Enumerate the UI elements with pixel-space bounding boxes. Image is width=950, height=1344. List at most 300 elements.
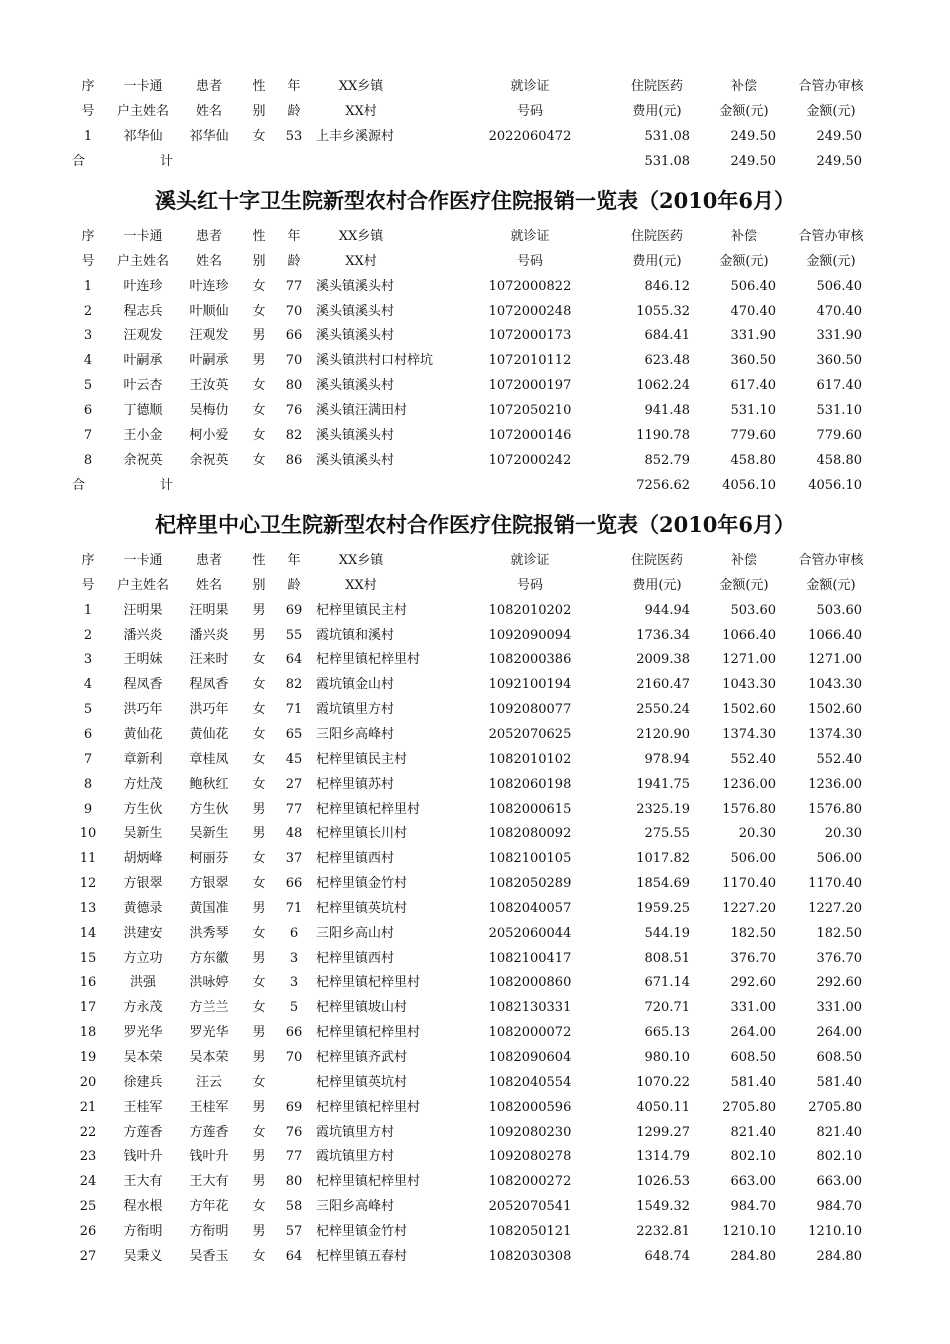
- table-row: [0, 971, 950, 995]
- compensation-cell: 821.40: [730, 1124, 776, 1140]
- header-town: XX乡镇: [338, 79, 384, 94]
- table-row: [0, 424, 950, 448]
- householder-cell: 程凤香: [123, 677, 163, 693]
- cost-cell: 671.14: [644, 975, 690, 991]
- cost-cell: 978.94: [644, 751, 690, 767]
- certificate-cell: 1082040554: [488, 1074, 572, 1090]
- cost-cell: 1070.22: [636, 1074, 690, 1090]
- householder-cell: 钱叶升: [123, 1149, 163, 1165]
- householder-cell: 程水根: [123, 1199, 163, 1215]
- audited-amount-cell: 331.00: [816, 1000, 862, 1016]
- age-cell: 66: [285, 328, 303, 344]
- village-cell: 杞梓里镇民主村: [316, 751, 408, 767]
- sex-cell: 女: [252, 851, 266, 867]
- header-cert: 就诊证: [510, 229, 550, 244]
- header-seq: 序: [81, 229, 95, 244]
- table-row: [0, 624, 950, 648]
- table-row: [0, 1071, 950, 1095]
- compensation-cell: 284.80: [730, 1248, 776, 1264]
- compensation-cell: 1210.10: [722, 1223, 776, 1239]
- header-seq: 序: [81, 553, 95, 568]
- header-comp: 金额(元): [719, 577, 769, 593]
- seq-cell: 9: [83, 801, 93, 817]
- compensation-cell: 552.40: [730, 751, 776, 767]
- seq-cell: 15: [79, 950, 97, 966]
- compensation-cell: 608.50: [730, 1050, 776, 1065]
- patient-cell: 方东徽: [189, 950, 229, 966]
- header-age: 年: [287, 553, 301, 568]
- householder-cell: 丁德顺: [123, 402, 163, 418]
- age-cell: 71: [285, 900, 303, 916]
- sex-cell: 男: [252, 1223, 266, 1239]
- table-row: [0, 922, 950, 946]
- table-row: [0, 374, 950, 398]
- village-cell: 霞坑镇里方村: [316, 702, 395, 718]
- seq-cell: 21: [79, 1099, 97, 1115]
- audited-amount-cell: 1374.30: [808, 726, 862, 742]
- header-audit: 金额(元): [806, 253, 856, 269]
- village-cell: 杞梓里镇英坑村: [316, 1074, 408, 1090]
- patient-cell: 王汝英: [189, 378, 229, 394]
- age-cell: 66: [285, 876, 303, 892]
- age-cell: 86: [285, 452, 303, 468]
- cost-cell: 2232.81: [636, 1223, 690, 1239]
- certificate-cell: 1082000615: [488, 801, 572, 817]
- seq-cell: 6: [83, 726, 93, 742]
- header-cost: 住院医药: [630, 229, 683, 244]
- householder-cell: 洪建安: [123, 925, 163, 941]
- age-cell: 58: [285, 1199, 303, 1215]
- patient-cell: 叶嗣承: [189, 353, 229, 369]
- table-header-row: [0, 100, 950, 124]
- certificate-cell: 1092080077: [488, 702, 572, 718]
- audited-amount-cell: 779.60: [816, 427, 862, 443]
- header-sex: 别: [252, 577, 266, 593]
- village-cell: 三阳乡高峰村: [316, 726, 395, 742]
- age-cell: 76: [285, 402, 303, 418]
- householder-cell: 胡炳峰: [123, 851, 163, 867]
- cost-cell: 2325.19: [636, 801, 690, 817]
- header-patient: 姓名: [195, 253, 222, 269]
- cost-cell: 941.48: [644, 402, 690, 418]
- householder-cell: 徐建兵: [123, 1074, 163, 1090]
- header-seq: 号: [81, 103, 95, 119]
- table-row: [0, 125, 950, 149]
- certificate-cell: 1082080092: [488, 826, 572, 842]
- audited-amount-cell: 552.40: [816, 751, 862, 767]
- compensation-cell: 1271.00: [722, 652, 776, 668]
- compensation-cell: 1043.30: [722, 677, 776, 693]
- sex-cell: 男: [252, 1050, 266, 1065]
- certificate-cell: 2022060472: [488, 128, 572, 144]
- audited-amount-cell: 608.50: [816, 1050, 862, 1065]
- age-cell: 6: [289, 925, 299, 941]
- section-title: 溪头红十字卫生院新型农村合作医疗住院报销一览表（2010年6月）: [154, 188, 796, 213]
- compensation-cell: 1227.20: [722, 900, 776, 916]
- patient-cell: 黄仙花: [189, 726, 229, 742]
- table-row: [0, 399, 950, 423]
- householder-cell: 王明妹: [123, 652, 163, 668]
- audited-amount-cell: 470.40: [816, 303, 862, 319]
- sex-cell: 女: [252, 128, 266, 144]
- total-compensation: 249.50: [730, 153, 776, 169]
- age-cell: 3: [289, 950, 299, 966]
- total-label-he: 合: [72, 477, 86, 493]
- header-card: 户主姓名: [116, 253, 169, 269]
- seq-cell: 1: [83, 602, 93, 618]
- total-label-ji: 计: [160, 153, 174, 169]
- header-cost: 费用(元): [632, 103, 682, 119]
- audited-amount-cell: 376.70: [816, 950, 862, 966]
- patient-cell: 汪观发: [189, 328, 229, 344]
- header-age: 龄: [287, 103, 301, 119]
- patient-cell: 汪来时: [189, 652, 229, 668]
- audited-amount-cell: 802.10: [816, 1149, 862, 1165]
- audited-amount-cell: 249.50: [816, 128, 862, 144]
- audited-amount-cell: 617.40: [816, 378, 862, 394]
- table-header-row: [0, 549, 950, 573]
- certificate-cell: 1082000272: [488, 1174, 572, 1190]
- header-cert: 就诊证: [510, 79, 550, 94]
- sex-cell: 女: [252, 925, 266, 941]
- age-cell: 66: [285, 1025, 303, 1041]
- age-cell: 69: [285, 602, 303, 618]
- village-cell: 溪头镇溪头村: [316, 303, 395, 319]
- compensation-cell: 1576.80: [722, 801, 776, 817]
- header-cert: 号码: [516, 253, 543, 269]
- age-cell: 70: [285, 353, 303, 369]
- audited-amount-cell: 531.10: [816, 402, 862, 418]
- householder-cell: 方永茂: [123, 1000, 163, 1016]
- sex-cell: 男: [252, 1149, 266, 1165]
- header-cost: 住院医药: [630, 79, 683, 94]
- seq-cell: 4: [83, 353, 93, 369]
- sex-cell: 女: [252, 751, 266, 767]
- audited-amount-cell: 1043.30: [808, 677, 862, 693]
- audited-amount-cell: 1236.00: [808, 776, 862, 792]
- sex-cell: 女: [252, 1199, 266, 1215]
- header-patient: 姓名: [195, 103, 222, 119]
- certificate-cell: 1092090094: [488, 627, 572, 643]
- seq-cell: 5: [83, 378, 93, 394]
- village-cell: 杞梓里镇杞梓里村: [316, 1025, 421, 1041]
- header-audit: 合管办审核: [798, 229, 864, 244]
- sex-cell: 男: [252, 627, 266, 643]
- seq-cell: 4: [83, 677, 93, 693]
- cost-cell: 544.19: [644, 925, 690, 941]
- seq-cell: 22: [79, 1124, 97, 1140]
- cost-cell: 623.48: [644, 353, 690, 369]
- village-cell: 霞坑镇金山村: [316, 677, 395, 693]
- cost-cell: 275.55: [644, 826, 690, 842]
- compensation-cell: 1374.30: [722, 726, 776, 742]
- table-row: [0, 300, 950, 324]
- seq-cell: 20: [79, 1074, 97, 1090]
- certificate-cell: 1082060198: [488, 776, 572, 792]
- householder-cell: 黄仙花: [123, 726, 163, 742]
- householder-cell: 黄德录: [123, 900, 163, 916]
- householder-cell: 潘兴炎: [123, 627, 163, 643]
- cost-cell: 1941.75: [636, 776, 690, 792]
- cost-cell: 2120.90: [636, 726, 690, 742]
- table-row: [0, 1046, 950, 1070]
- header-patient: 姓名: [195, 577, 222, 593]
- patient-cell: 叶连珍: [189, 278, 229, 294]
- header-sex: 性: [252, 229, 266, 244]
- compensation-cell: 1236.00: [722, 776, 776, 792]
- header-seq: 号: [81, 577, 95, 593]
- seq-cell: 14: [79, 925, 97, 941]
- village-cell: 杞梓里镇杞梓里村: [316, 801, 421, 817]
- age-cell: 82: [285, 427, 303, 443]
- cost-cell: 648.74: [644, 1248, 690, 1264]
- householder-cell: 方银翠: [123, 876, 163, 892]
- village-cell: 杞梓里镇民主村: [316, 602, 408, 618]
- header-age: 龄: [287, 253, 301, 269]
- seq-cell: 13: [79, 900, 97, 916]
- table-row: [0, 798, 950, 822]
- householder-cell: 洪强: [129, 975, 156, 991]
- compensation-cell: 470.40: [730, 303, 776, 319]
- certificate-cell: 1082000072: [488, 1025, 572, 1041]
- cost-cell: 1026.53: [636, 1174, 690, 1190]
- total-cost: 7256.62: [636, 477, 690, 493]
- village-cell: 溪头镇洪村口村梓坑: [316, 353, 434, 369]
- audited-amount-cell: 1210.10: [808, 1223, 862, 1239]
- certificate-cell: 1072000242: [488, 452, 572, 468]
- table-row: [0, 1121, 950, 1145]
- table-row: [0, 872, 950, 896]
- seq-cell: 12: [79, 876, 97, 892]
- certificate-cell: 1082050121: [488, 1223, 572, 1239]
- sex-cell: 男: [252, 602, 266, 618]
- certificate-cell: 1082010102: [488, 751, 572, 767]
- certificate-cell: 1072050210: [488, 402, 572, 418]
- cost-cell: 1549.32: [636, 1199, 690, 1215]
- age-cell: 64: [285, 652, 303, 668]
- patient-cell: 余祝英: [189, 452, 229, 468]
- patient-cell: 方银翠: [189, 876, 229, 892]
- table-row: [0, 1021, 950, 1045]
- compensation-cell: 264.00: [730, 1025, 776, 1041]
- header-patient: 患者: [195, 229, 222, 244]
- table-row: [0, 1145, 950, 1169]
- total-audited: 249.50: [816, 153, 862, 169]
- sex-cell: 男: [252, 826, 266, 842]
- sex-cell: 女: [252, 1000, 266, 1016]
- seq-cell: 7: [83, 751, 93, 767]
- village-cell: 溪头镇溪头村: [316, 378, 395, 394]
- table-row: [0, 1096, 950, 1120]
- age-cell: 64: [285, 1248, 303, 1264]
- seq-cell: 3: [83, 328, 93, 344]
- certificate-cell: 1072000822: [488, 278, 572, 294]
- cost-cell: 1959.25: [636, 900, 690, 916]
- sex-cell: 女: [252, 303, 266, 319]
- audited-amount-cell: 503.60: [816, 602, 862, 618]
- householder-cell: 方生伙: [123, 801, 163, 817]
- compensation-cell: 617.40: [730, 378, 776, 394]
- compensation-cell: 331.90: [730, 328, 776, 344]
- table-row: [0, 349, 950, 373]
- householder-cell: 王小金: [123, 427, 163, 443]
- cost-cell: 1736.34: [636, 627, 690, 643]
- compensation-cell: 292.60: [730, 975, 776, 991]
- patient-cell: 吴本荣: [189, 1050, 229, 1065]
- table-header-row: [0, 574, 950, 598]
- sex-cell: 男: [252, 1099, 266, 1115]
- compensation-cell: 331.00: [730, 1000, 776, 1016]
- audited-amount-cell: 331.90: [816, 328, 862, 344]
- seq-cell: 2: [83, 303, 93, 319]
- village-cell: 杞梓里镇杞梓里村: [316, 652, 421, 668]
- audited-amount-cell: 1502.60: [808, 702, 862, 718]
- total-cost: 531.08: [644, 153, 690, 169]
- patient-cell: 叶顺仙: [189, 303, 229, 319]
- age-cell: 3: [289, 975, 299, 991]
- sex-cell: 女: [252, 876, 266, 892]
- certificate-cell: 1082050289: [488, 876, 572, 892]
- patient-cell: 吴新生: [189, 826, 229, 842]
- householder-cell: 方立功: [123, 950, 163, 966]
- certificate-cell: 1082010202: [488, 602, 572, 618]
- certificate-cell: 1082130331: [488, 1000, 572, 1016]
- village-cell: 杞梓里镇英坑村: [316, 900, 408, 916]
- age-cell: 77: [285, 801, 303, 817]
- table-row: [0, 897, 950, 921]
- header-comp: 补偿: [730, 79, 757, 94]
- village-cell: 杞梓里镇西村: [316, 950, 395, 966]
- householder-cell: 王桂军: [123, 1099, 163, 1115]
- header-seq: 号: [81, 253, 95, 269]
- sex-cell: 女: [252, 1074, 266, 1090]
- header-cert: 就诊证: [510, 553, 550, 568]
- village-cell: 溪头镇汪满田村: [316, 402, 408, 418]
- certificate-cell: 1092080278: [488, 1149, 572, 1165]
- patient-cell: 章桂凤: [189, 751, 229, 767]
- seq-cell: 25: [79, 1199, 97, 1215]
- seq-cell: 27: [79, 1248, 97, 1264]
- householder-cell: 方衔明: [123, 1223, 163, 1239]
- patient-cell: 方衔明: [189, 1223, 229, 1239]
- compensation-cell: 376.70: [730, 950, 776, 966]
- sex-cell: 女: [252, 427, 266, 443]
- compensation-cell: 531.10: [730, 402, 776, 418]
- table-row: [0, 1170, 950, 1194]
- certificate-cell: 1082100105: [488, 851, 572, 867]
- section-title: 杞梓里中心卫生院新型农村合作医疗住院报销一览表（2010年6月）: [154, 512, 796, 537]
- header-town: XX乡镇: [338, 229, 384, 244]
- table-header-row: [0, 75, 950, 99]
- age-cell: 71: [285, 702, 303, 718]
- header-town: XX村: [345, 103, 377, 119]
- sex-cell: 男: [252, 328, 266, 344]
- sex-cell: 女: [252, 1124, 266, 1140]
- seq-cell: 8: [83, 452, 93, 468]
- certificate-cell: 1072000146: [488, 427, 572, 443]
- seq-cell: 3: [83, 652, 93, 668]
- cost-cell: 1017.82: [636, 851, 690, 867]
- audited-amount-cell: 1170.40: [808, 876, 862, 892]
- table-row: [0, 324, 950, 348]
- cost-cell: 1314.79: [636, 1149, 690, 1165]
- compensation-cell: 249.50: [730, 128, 776, 144]
- householder-cell: 洪巧年: [123, 702, 163, 718]
- cost-cell: 531.08: [644, 128, 690, 144]
- certificate-cell: 1082030308: [488, 1248, 572, 1264]
- table-row: [0, 947, 950, 971]
- sex-cell: 女: [252, 652, 266, 668]
- age-cell: 69: [285, 1099, 303, 1115]
- village-cell: 三阳乡高峰村: [316, 1199, 395, 1215]
- village-cell: 杞梓里镇西村: [316, 851, 395, 867]
- patient-cell: 方生伙: [189, 801, 229, 817]
- audited-amount-cell: 506.00: [816, 851, 862, 867]
- village-cell: 杞梓里镇杞梓里村: [316, 1174, 421, 1190]
- patient-cell: 程凤香: [189, 677, 229, 693]
- header-sex: 别: [252, 253, 266, 269]
- cost-cell: 2009.38: [636, 652, 690, 668]
- compensation-cell: 581.40: [730, 1074, 776, 1090]
- seq-cell: 2: [83, 627, 93, 643]
- cost-cell: 846.12: [644, 278, 690, 294]
- table-row: [0, 1195, 950, 1219]
- cost-cell: 1190.78: [636, 427, 690, 443]
- audited-amount-cell: 1227.20: [808, 900, 862, 916]
- table-row: [0, 648, 950, 672]
- table-row: [0, 723, 950, 747]
- header-cost: 住院医药: [630, 553, 683, 568]
- header-cert: 号码: [516, 103, 543, 119]
- age-cell: 70: [285, 303, 303, 319]
- certificate-cell: 1072010112: [488, 353, 572, 369]
- householder-cell: 吴本荣: [123, 1050, 163, 1065]
- patient-cell: 方兰兰: [189, 1000, 229, 1016]
- certificate-cell: 1082000596: [488, 1099, 572, 1115]
- header-comp: 补偿: [730, 229, 757, 244]
- sex-cell: 女: [252, 776, 266, 792]
- cost-cell: 2550.24: [636, 702, 690, 718]
- table-row: [0, 1220, 950, 1244]
- householder-cell: 吴新生: [123, 826, 163, 842]
- table-header-row: [0, 250, 950, 274]
- patient-cell: 柯丽芬: [189, 851, 229, 867]
- compensation-cell: 984.70: [730, 1199, 776, 1215]
- certificate-cell: 2052070541: [488, 1199, 572, 1215]
- table-header-row: [0, 225, 950, 249]
- patient-cell: 柯小爱: [189, 427, 229, 443]
- age-cell: 80: [285, 378, 303, 394]
- audited-amount-cell: 581.40: [816, 1074, 862, 1090]
- header-cost: 费用(元): [632, 253, 682, 269]
- cost-cell: 1062.24: [636, 378, 690, 394]
- table-row: [0, 822, 950, 846]
- audited-amount-cell: 663.00: [816, 1174, 862, 1190]
- seq-cell: 5: [83, 702, 93, 718]
- age-cell: 48: [285, 826, 303, 842]
- header-audit: 金额(元): [806, 577, 856, 593]
- cost-cell: 684.41: [644, 328, 690, 344]
- header-comp: 金额(元): [719, 103, 769, 119]
- compensation-cell: 663.00: [730, 1174, 776, 1190]
- sex-cell: 女: [252, 702, 266, 718]
- audited-amount-cell: 2705.80: [808, 1099, 862, 1115]
- village-cell: 霞坑镇里方村: [316, 1149, 395, 1165]
- age-cell: 37: [285, 851, 303, 867]
- patient-cell: 洪巧年: [189, 702, 229, 718]
- header-card: 一卡通: [123, 553, 163, 568]
- village-cell: 溪头镇溪头村: [316, 427, 395, 443]
